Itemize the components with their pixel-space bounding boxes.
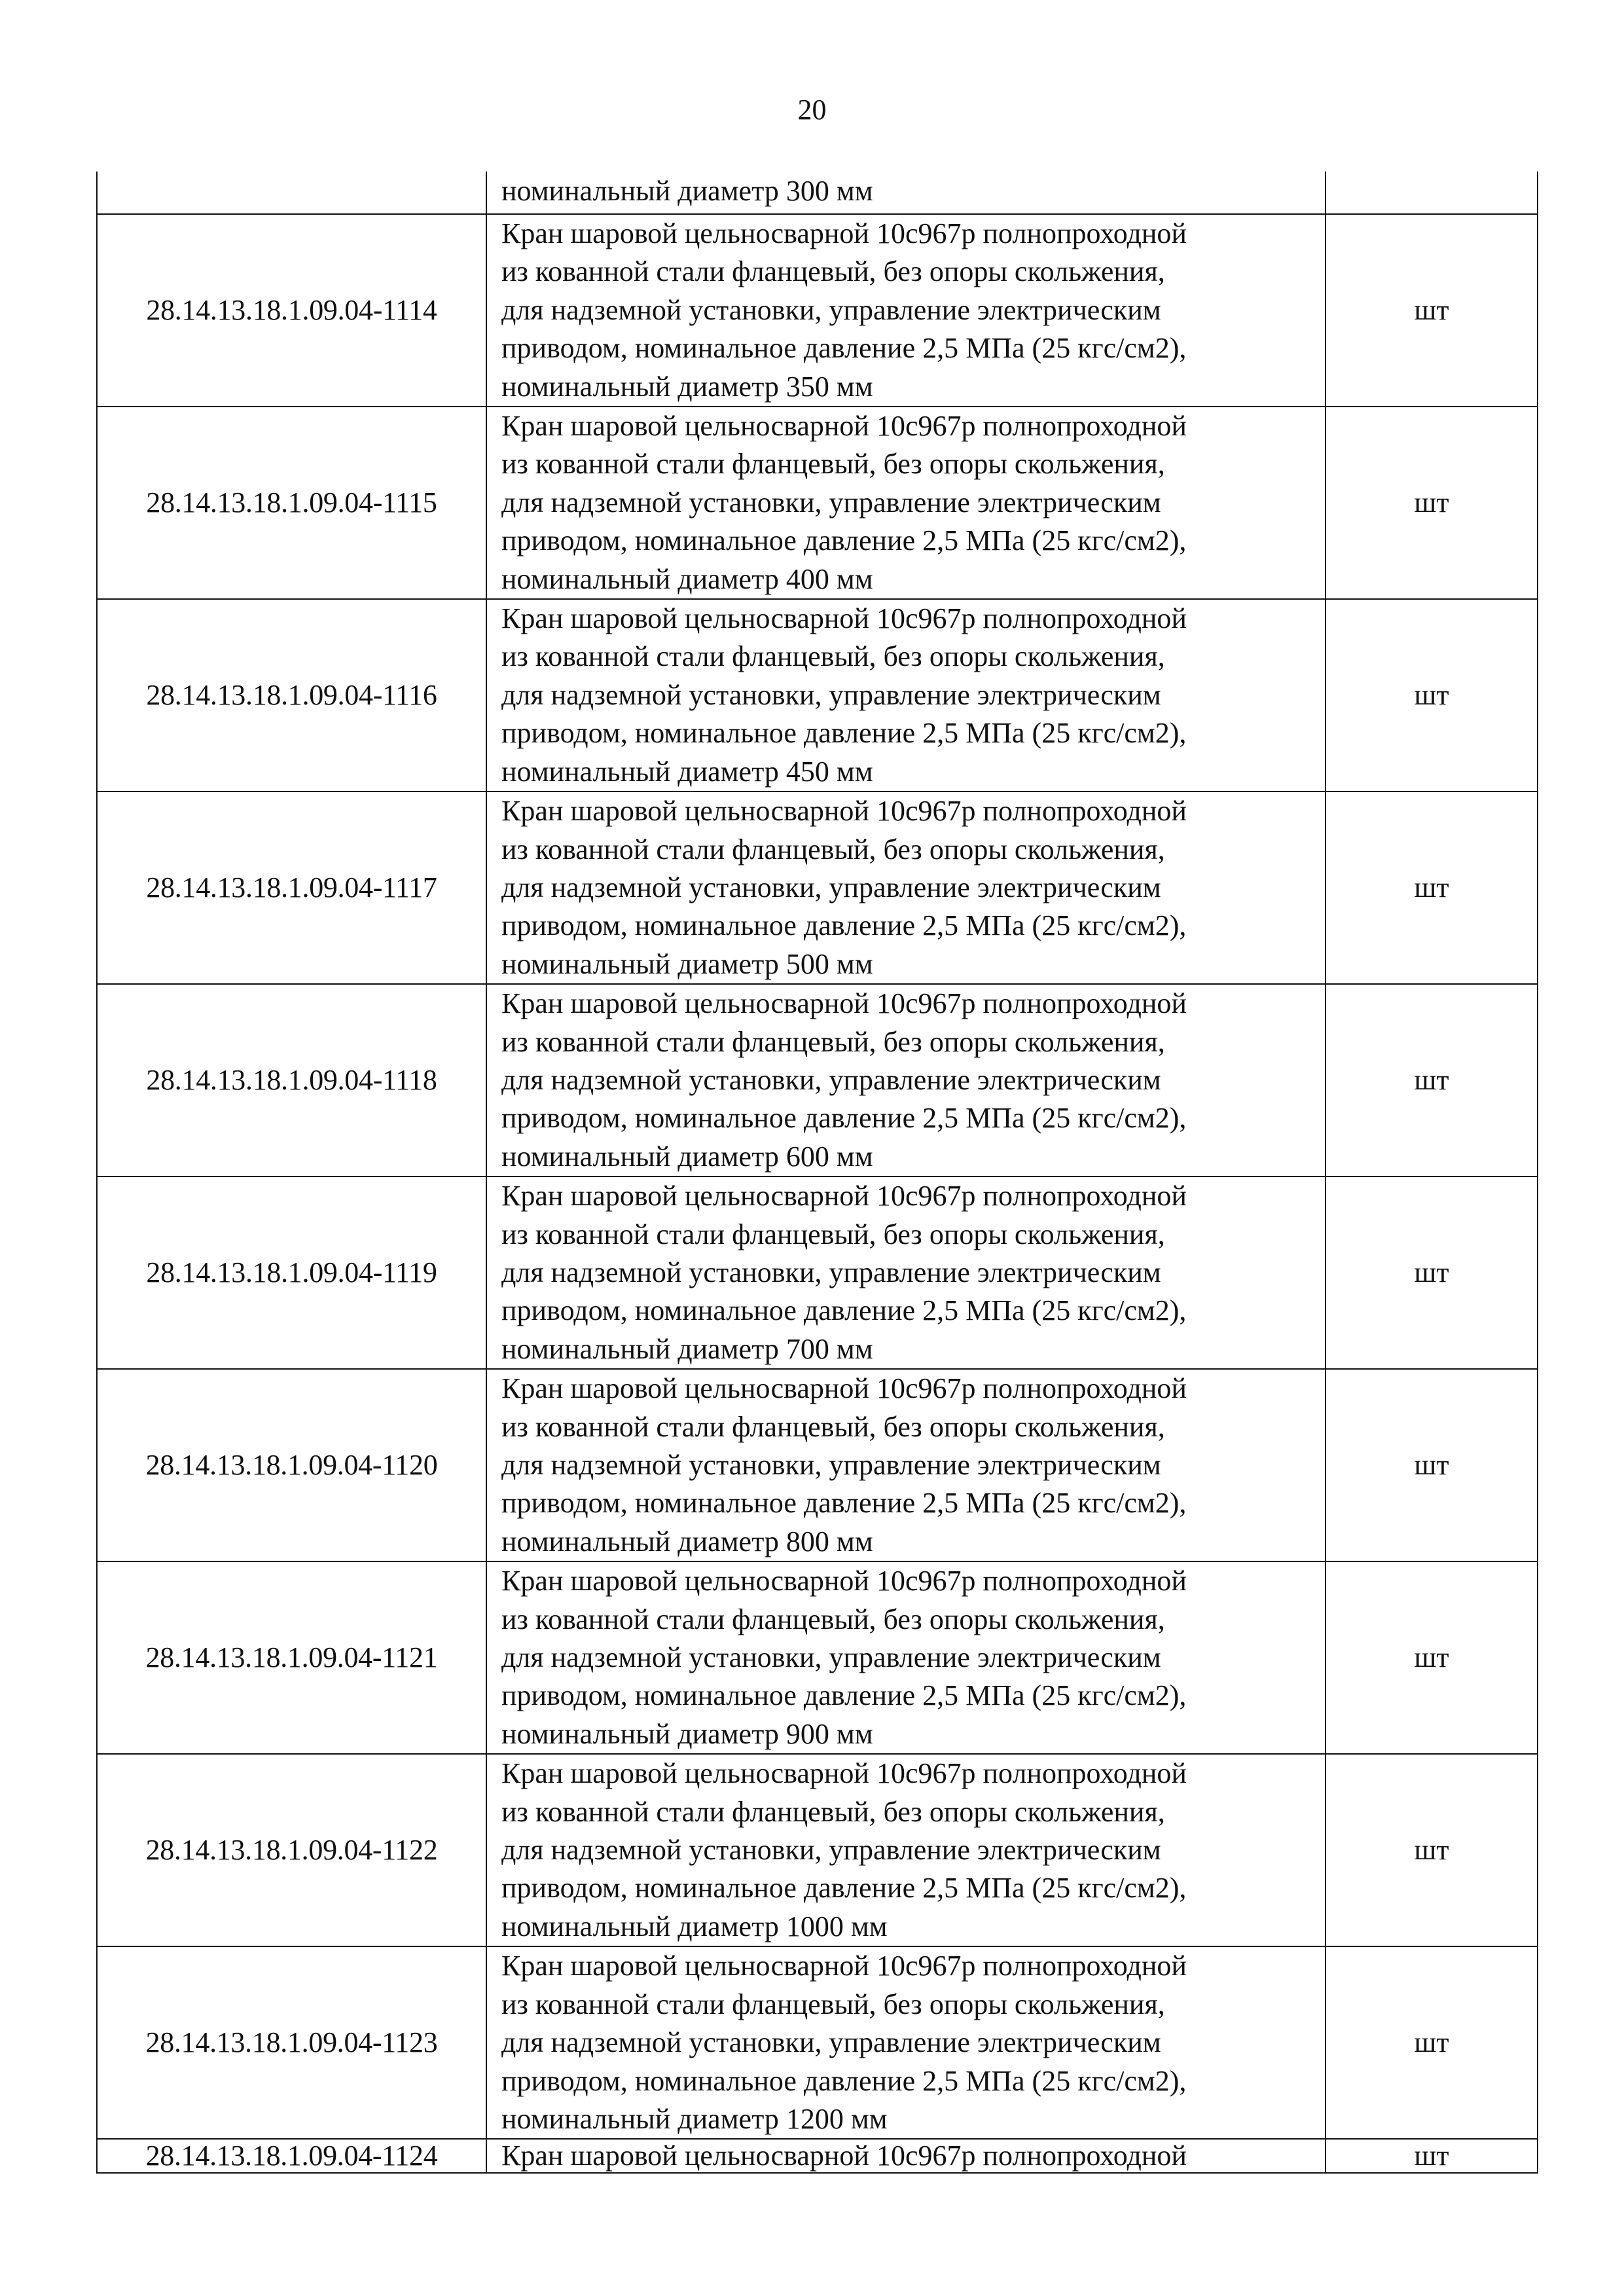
description-cell xyxy=(486,1754,1326,1946)
description-line: номинальный диаметр 450 мм xyxy=(501,755,873,788)
description-cell xyxy=(486,172,1326,214)
table-row xyxy=(97,1176,1538,1369)
description-line: приводом, номинальное давление 2,5 МПа (25 кгс/см2), xyxy=(501,2064,1187,2097)
description-line: Кран шаровой цельносварной 10с967р полнопроходной xyxy=(501,1565,1187,1597)
unit-cell: шт xyxy=(1326,599,1538,792)
description-line: номинальный диаметр 500 мм xyxy=(501,947,873,980)
unit-cell: шт xyxy=(1326,984,1538,1176)
unit-cell: шт xyxy=(1326,1561,1538,1754)
table-row xyxy=(97,1754,1538,1946)
code-cell: 28.14.13.18.1.09.04-1117 xyxy=(97,792,486,984)
description-line: для надземной установки, управление электрическим xyxy=(501,678,1161,711)
description-line: для надземной установки, управление электрическим xyxy=(501,293,1161,326)
description-cell xyxy=(486,792,1326,984)
unit-cell: шт xyxy=(1326,214,1538,407)
table-row xyxy=(97,1369,1538,1561)
description-line: номинальный диаметр 300 мм xyxy=(501,175,873,207)
description-line: для надземной установки, управление электрическим xyxy=(501,1063,1161,1096)
code-cell: 28.14.13.18.1.09.04-1116 xyxy=(97,599,486,792)
description-line: из кованной стали фланцевый, без опоры скольжения, xyxy=(501,448,1165,481)
description-line: для надземной установки, управление электрическим xyxy=(501,1641,1161,1674)
description-line: номинальный диаметр 600 мм xyxy=(501,1140,873,1173)
unit-cell: шт xyxy=(1326,792,1538,984)
description-line: Кран шаровой цельносварной 10с967р полнопроходной xyxy=(501,410,1187,443)
code-cell: 28.14.13.18.1.09.04-1123 xyxy=(97,1946,486,2139)
specification-table xyxy=(96,172,1538,2174)
description-line: номинальный диаметр 350 мм xyxy=(501,370,873,403)
table-row-continuation xyxy=(97,172,1538,214)
description-line: приводом, номинальное давление 2,5 МПа (25 кгс/см2), xyxy=(501,332,1187,365)
unit-cell xyxy=(1326,172,1538,214)
description-line: для надземной установки, управление электрическим xyxy=(501,486,1161,519)
table-body xyxy=(97,172,1538,2173)
description-line: номинальный диаметр 900 мм xyxy=(501,1717,873,1750)
code-cell: 28.14.13.18.1.09.04-1118 xyxy=(97,984,486,1176)
description-line: из кованной стали фланцевый, без опоры скольжения, xyxy=(501,833,1165,866)
description-line: номинальный диаметр 1000 мм xyxy=(501,1910,888,1942)
description-line: из кованной стали фланцевый, без опоры скольжения, xyxy=(501,1410,1165,1443)
description-line: номинальный диаметр 1200 мм xyxy=(501,2102,888,2135)
code-cell: 28.14.13.18.1.09.04-1119 xyxy=(97,1176,486,1369)
description-line: из кованной стали фланцевый, без опоры скольжения, xyxy=(501,640,1165,673)
description-line: из кованной стали фланцевый, без опоры скольжения, xyxy=(501,1988,1165,2020)
description-line: приводом, номинальное давление 2,5 МПа (25 кгс/см2), xyxy=(501,1872,1187,1904)
description-line: Кран шаровой цельносварной 10с967р полнопроходной xyxy=(501,602,1187,635)
code-cell: 28.14.13.18.1.09.04-1121 xyxy=(97,1561,486,1754)
table-row xyxy=(97,1561,1538,1754)
description-cell xyxy=(486,984,1326,1176)
page-number: 20 xyxy=(797,94,827,126)
description-line: Кран шаровой цельносварной 10с967р полнопроходной xyxy=(501,1180,1187,1212)
table-row xyxy=(97,792,1538,984)
description-line: Кран шаровой цельносварной 10с967р полнопроходной xyxy=(501,1757,1187,1790)
description-cell xyxy=(486,599,1326,792)
description-line: для надземной установки, управление электрическим xyxy=(501,1256,1161,1288)
description-line: Кран шаровой цельносварной 10с967р полнопроходной xyxy=(501,1950,1187,1982)
unit-cell: шт xyxy=(1326,1946,1538,2139)
description-line: для надземной установки, управление электрическим xyxy=(501,1449,1161,1481)
description-cell xyxy=(486,1369,1326,1561)
description-line: Кран шаровой цельносварной 10с967р полнопроходной xyxy=(501,2140,1187,2172)
description-line: Кран шаровой цельносварной 10с967р полнопроходной xyxy=(501,1372,1187,1405)
table-row xyxy=(97,984,1538,1176)
code-cell: 28.14.13.18.1.09.04-1114 xyxy=(97,214,486,407)
description-cell xyxy=(486,1946,1326,2139)
description-cell xyxy=(486,214,1326,407)
code-cell: 28.14.13.18.1.09.04-1124 xyxy=(97,2139,486,2173)
description-line: Кран шаровой цельносварной 10с967р полнопроходной xyxy=(501,795,1187,828)
unit-cell: шт xyxy=(1326,1754,1538,1946)
table-row xyxy=(97,214,1538,407)
table-row xyxy=(97,599,1538,792)
unit-cell: шт xyxy=(1326,2139,1538,2173)
unit-cell: шт xyxy=(1326,1369,1538,1561)
description-line: Кран шаровой цельносварной 10с967р полнопроходной xyxy=(501,217,1187,249)
description-line: номинальный диаметр 700 мм xyxy=(501,1332,873,1365)
description-line: приводом, номинальное давление 2,5 МПа (25 кгс/см2), xyxy=(501,1487,1187,1520)
table-row xyxy=(97,2139,1538,2173)
description-cell xyxy=(486,1176,1326,1369)
description-line: приводом, номинальное давление 2,5 МПа (25 кгс/см2), xyxy=(501,1102,1187,1135)
code-cell: 28.14.13.18.1.09.04-1120 xyxy=(97,1369,486,1561)
description-cell xyxy=(486,407,1326,599)
description-line: из кованной стали фланцевый, без опоры скольжения, xyxy=(501,255,1165,288)
description-line: для надземной установки, управление электрическим xyxy=(501,871,1161,903)
description-line: приводом, номинальное давление 2,5 МПа (25 кгс/см2), xyxy=(501,524,1187,557)
description-line: приводом, номинальное давление 2,5 МПа (25 кгс/см2), xyxy=(501,1679,1187,1712)
description-line: приводом, номинальное давление 2,5 МПа (25 кгс/см2), xyxy=(501,909,1187,942)
description-line: из кованной стали фланцевый, без опоры скольжения, xyxy=(501,1218,1165,1250)
description-line: для надземной установки, управление электрическим xyxy=(501,1834,1161,1867)
table-row xyxy=(97,407,1538,599)
description-line: приводом, номинальное давление 2,5 МПа (25 кгс/см2), xyxy=(501,717,1187,750)
description-cell xyxy=(486,1561,1326,1754)
description-line: номинальный диаметр 800 мм xyxy=(501,1525,873,1558)
unit-cell: шт xyxy=(1326,1176,1538,1369)
description-line: Кран шаровой цельносварной 10с967р полнопроходной xyxy=(501,987,1187,1020)
description-line: номинальный диаметр 400 мм xyxy=(501,562,873,595)
description-cell xyxy=(486,2139,1326,2173)
code-cell xyxy=(97,172,486,214)
description-line: приводом, номинальное давление 2,5 МПа (25 кгс/см2), xyxy=(501,1294,1187,1327)
unit-cell: шт xyxy=(1326,407,1538,599)
description-line: из кованной стали фланцевый, без опоры скольжения, xyxy=(501,1603,1165,1635)
table-row xyxy=(97,1946,1538,2139)
code-cell: 28.14.13.18.1.09.04-1115 xyxy=(97,407,486,599)
description-line: из кованной стали фланцевый, без опоры скольжения, xyxy=(501,1025,1165,1058)
code-cell: 28.14.13.18.1.09.04-1122 xyxy=(97,1754,486,1946)
description-line: из кованной стали фланцевый, без опоры скольжения, xyxy=(501,1795,1165,1828)
description-line: для надземной установки, управление электрическим xyxy=(501,2026,1161,2059)
